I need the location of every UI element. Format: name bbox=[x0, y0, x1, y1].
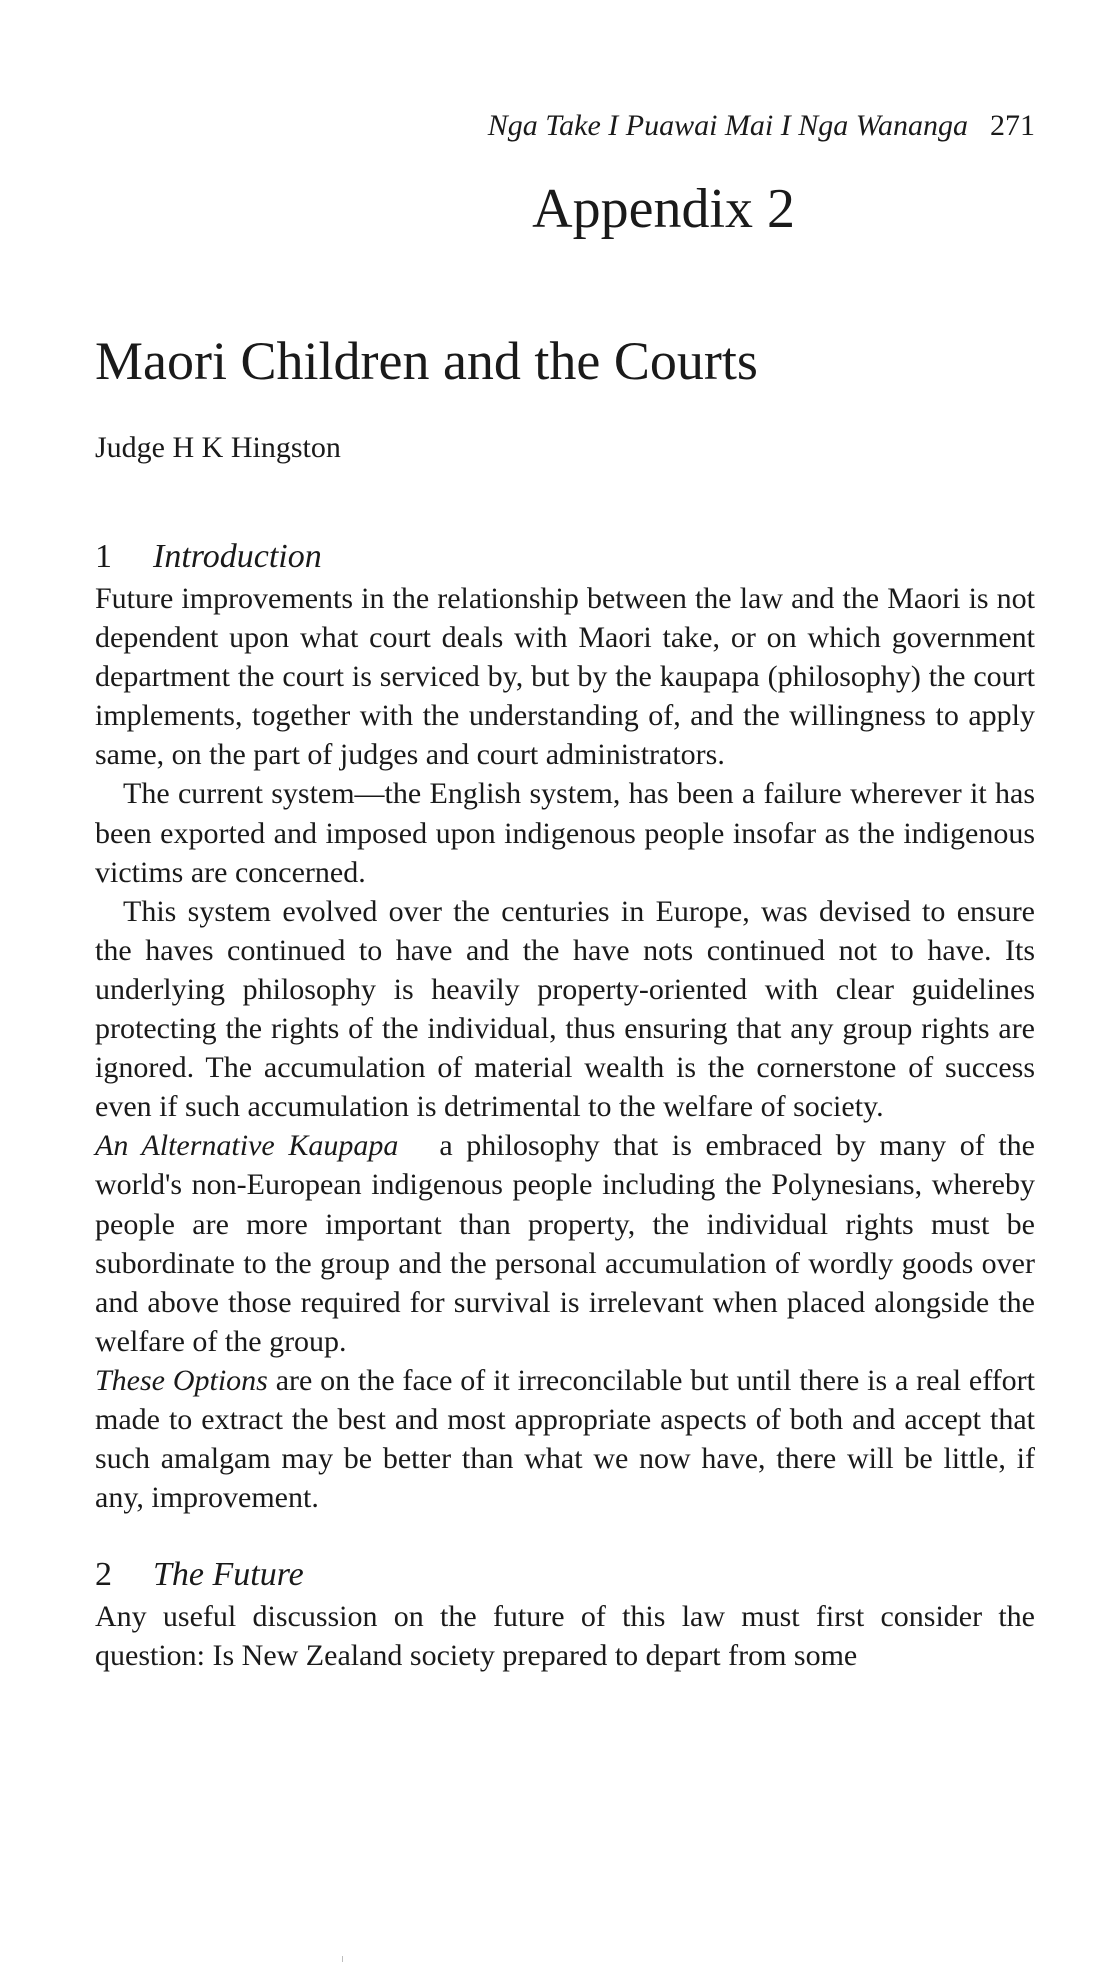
run-in-paragraph bbox=[95, 1361, 1035, 1517]
run-in-paragraph bbox=[95, 1126, 1035, 1361]
paragraph: The current system—the English system, has been a failure wherever it has been exported and imposed upon indigenous people insofar as the indigenous victims are concerned. bbox=[95, 777, 1035, 889]
run-in-heading: These Options bbox=[95, 1363, 268, 1397]
section-spacer bbox=[95, 1517, 1035, 1553]
section-title: The Future bbox=[153, 1556, 304, 1594]
section-title: Introduction bbox=[153, 538, 322, 575]
running-head bbox=[95, 106, 1035, 146]
section-heading-introduction bbox=[95, 535, 1035, 579]
paragraph: Future improvements in the relationship between the law and the Maori is not dependent upon what court deals with Maori take, or on which government department the court is serviced by, but by the kaupapa (philosophy) the court implements, together with the understanding of, and the willingness to apply same, on the part of judges and court administrators. bbox=[95, 582, 1035, 772]
appendix-label: Appendix 2 bbox=[532, 178, 795, 240]
section-heading-the-future bbox=[95, 1553, 1035, 1597]
scan-mark bbox=[342, 1956, 343, 1962]
paragraph: This system evolved over the centuries in Europe, was devised to ensure the haves continued to have and the have nots continued not to have. Its underlying philosophy is heavily property-oriented with clear guidelines protecting the rights of the individual, thus ensuring that any group rights are ignored. The accumulation of material wealth is the cornerstone of success even if such accumulation is detrimental to the welfare of society. bbox=[95, 894, 1035, 1124]
section-number: 2 bbox=[95, 1556, 112, 1594]
run-in-heading: An Alternative Kaupapa bbox=[95, 1129, 399, 1163]
paragraph: Any useful discussion on the future of this law must first consider the question: Is New Zealand society prepared to depart from some bbox=[95, 1600, 1035, 1673]
section-number: 1 bbox=[95, 538, 112, 575]
running-head-title: Nga Take I Puawai Mai I Nga Wananga bbox=[487, 109, 968, 142]
chapter-title: Maori Children and the Courts bbox=[95, 331, 758, 391]
run-in-text: are on the face of it irreconcilable but until there is a real effort made to extract the best and most appropriate aspects of both and accept that such amalgam may be better than what we now have, there will be little, if any, improvement. bbox=[95, 1363, 1036, 1515]
body-text bbox=[95, 535, 1035, 1675]
page-number: 271 bbox=[990, 109, 1035, 142]
author-line: Judge H K Hingston bbox=[95, 431, 341, 464]
run-in-text: a philosophy that is embraced by many of the world's non-European indigenous people including the Polynesians, whereby people are more important than property, the individual rights must be subordinate to the group and the personal accumulation of wordly goods over and above those required for survival is irrelevant when placed alongside the welfare of the group. bbox=[95, 1129, 1035, 1358]
